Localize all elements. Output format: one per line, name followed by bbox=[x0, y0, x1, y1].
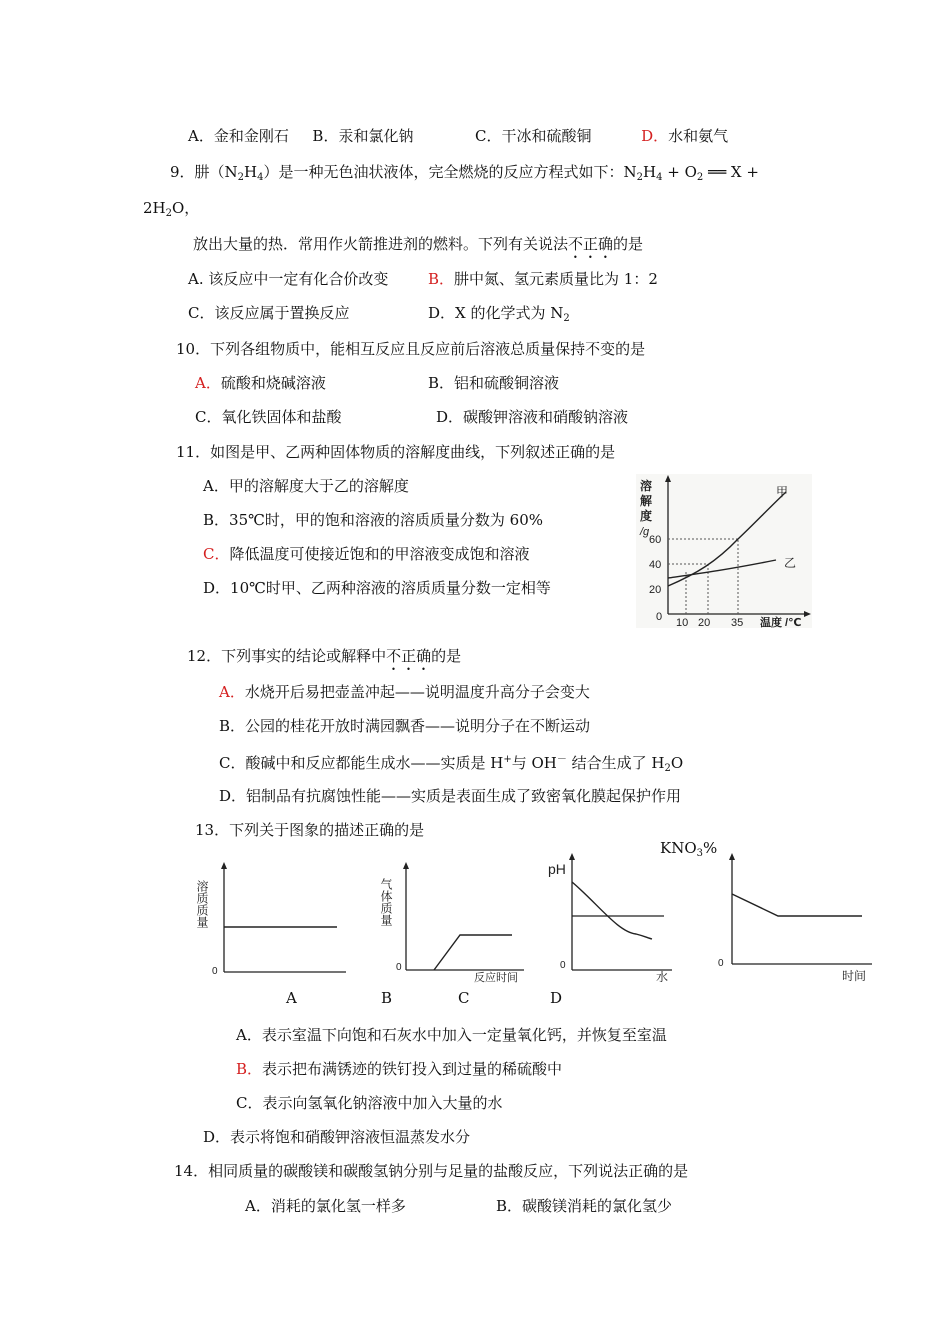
q12-option-b: B．公园的桂花开放时满园飘香——说明分子在不断运动 bbox=[219, 717, 591, 735]
q11-stem: 11．如图是甲、乙两种固体物质的溶解度曲线，下列叙述正确的是 bbox=[176, 443, 616, 461]
graph-a-y-label: 溶质质量 bbox=[195, 880, 209, 928]
q13-option-a: A．表示室温下向饱和石灰水中加入一定量氧化钙，并恢复至室温 bbox=[236, 1026, 667, 1044]
q13-option-c: C．表示向氢氧化钠溶液中加入大量的水 bbox=[236, 1094, 503, 1112]
graph-label-c: C bbox=[458, 989, 470, 1007]
y-tick-60: 60 bbox=[649, 534, 662, 546]
q11-option-d: D．10℃时甲、乙两种溶液的溶质质量分数一定相等 bbox=[203, 579, 551, 597]
graph-label-d: D bbox=[550, 989, 563, 1007]
graph-a-zero: 0 bbox=[212, 966, 218, 977]
graph-b-line bbox=[434, 935, 512, 970]
q9-option-c: C．该反应属于置换反应 bbox=[188, 304, 350, 322]
label-jia: 甲 bbox=[776, 485, 789, 499]
q12-stem: 12．下列事实的结论或解释中不正确的是 bbox=[187, 647, 462, 665]
q8-option-b: B．汞和氯化钠 bbox=[312, 127, 414, 145]
y-label-1: 溶 bbox=[640, 479, 653, 493]
q9-stem-line3: 放出大量的热．常用作火箭推进剂的燃料。下列有关说法不正确的是 bbox=[193, 235, 644, 253]
q11-option-a: A．甲的溶解度大于乙的溶解度 bbox=[203, 477, 409, 495]
graph-label-a: A bbox=[286, 989, 297, 1007]
q8-options bbox=[188, 126, 728, 146]
graph-c-x-label: 水 bbox=[656, 970, 669, 984]
q12-option-c: C．酸碱中和反应都能生成水——实质是 H+与 OH－ 结合生成了 $H_2O$ bbox=[219, 754, 684, 774]
graph-a-svg bbox=[195, 860, 350, 980]
graph-d bbox=[712, 852, 880, 982]
graph-a-arrow bbox=[221, 862, 227, 869]
q9-option-b: B．肼中氮、氢元素质量比为 1：2 bbox=[428, 270, 658, 288]
graph-c-svg bbox=[548, 852, 676, 982]
q14-option-b: B．碳酸镁消耗的氯化氢少 bbox=[496, 1197, 673, 1215]
graph-d-line bbox=[732, 894, 862, 916]
q10-option-d: D．碳酸钾溶液和硝酸钠溶液 bbox=[436, 408, 629, 426]
graph-c-curve bbox=[572, 882, 652, 939]
graph-d-svg bbox=[712, 852, 880, 982]
y-label-4: /g bbox=[640, 526, 650, 538]
graph-d-arrow bbox=[729, 853, 735, 860]
label-yi: 乙 bbox=[784, 556, 797, 570]
x-tick-10: 10 bbox=[676, 617, 689, 629]
q9-stem-line1: 9．肼$(N_2H_4)$是一种无色油状液体，完全燃烧的反应方程式如下：$N_2H_4 + O_2$ ══ X + bbox=[170, 163, 759, 183]
graph-b-arrow bbox=[403, 862, 409, 869]
q13-option-d: D．表示将饱和硝酸钾溶液恒温蒸发水分 bbox=[203, 1128, 471, 1146]
q9-stem-line2: $2H_2O$， bbox=[143, 199, 200, 219]
graph-b-x-label: 反应时间 bbox=[474, 972, 518, 984]
graph-b bbox=[379, 860, 532, 984]
y-tick-40: 40 bbox=[649, 559, 662, 571]
q10-option-b: B．铝和硫酸铜溶液 bbox=[428, 374, 560, 392]
graph-c-zero: 0 bbox=[560, 960, 566, 971]
graph-d-zero: 0 bbox=[718, 958, 724, 969]
q14-stem: 14．相同质量的碳酸镁和碳酸氢钠分别与足量的盐酸反应，下列说法正确的是 bbox=[174, 1162, 689, 1180]
solubility-chart-svg bbox=[636, 474, 812, 628]
graph-b-zero: 0 bbox=[396, 962, 402, 973]
q10-stem: 10．下列各组物质中，能相互反应且反应前后溶液总质量保持不变的是 bbox=[176, 340, 646, 358]
x-axis-label: 温度 /℃ bbox=[760, 617, 802, 629]
origin-label: 0 bbox=[656, 611, 663, 623]
q10-option-a: A．硫酸和烧碱溶液 bbox=[195, 374, 326, 392]
q11-option-b: B．35℃时，甲的饱和溶液的溶质质量分数为 60% bbox=[203, 511, 543, 529]
q8-option-d: D．水和氨气 bbox=[641, 127, 729, 145]
graph-c bbox=[548, 852, 676, 982]
x-tick-20: 20 bbox=[698, 617, 711, 629]
solubility-chart bbox=[636, 474, 812, 628]
q13-option-b: B．表示把布满锈迹的铁钉投入到过量的稀硫酸中 bbox=[236, 1060, 563, 1078]
q10-option-c: C．氧化铁固体和盐酸 bbox=[195, 408, 342, 426]
graph-c-arrow bbox=[569, 853, 575, 860]
graph-c-y-label: pH bbox=[548, 861, 566, 877]
q9-option-a: A. 该反应中一定有化合价改变 bbox=[188, 270, 389, 288]
graph-label-b: B bbox=[381, 989, 393, 1007]
graph-d-x-label: 时间 bbox=[842, 969, 867, 983]
graph-b-svg bbox=[379, 860, 532, 984]
kno3-label: $KNO_3\%$ bbox=[660, 839, 718, 859]
y-label-2: 解 bbox=[640, 494, 653, 508]
graph-a bbox=[195, 860, 350, 980]
q13-stem: 13．下列关于图象的描述正确的是 bbox=[195, 821, 425, 839]
q8-option-a: A．金和金刚石 bbox=[188, 127, 289, 145]
q8-option-c: C．干冰和硫酸铜 bbox=[475, 127, 592, 145]
q11-option-c: C．降低温度可使接近饱和的甲溶液变成饱和溶液 bbox=[203, 545, 530, 563]
graph-b-y-label: 气体质量 bbox=[379, 878, 393, 926]
q9-option-d: D．X 的化学式为 $N_2$ bbox=[428, 304, 570, 324]
x-tick-35: 35 bbox=[731, 617, 744, 629]
q14-option-a: A．消耗的氯化氢一样多 bbox=[245, 1197, 406, 1215]
q12-option-d: D．铝制品有抗腐蚀性能——实质是表面生成了致密氧化膜起保护作用 bbox=[219, 787, 682, 805]
y-label-3: 度 bbox=[640, 509, 653, 523]
q12-option-a: A．水烧开后易把壶盖冲起——说明温度升高分子会变大 bbox=[219, 683, 590, 701]
y-tick-20: 20 bbox=[649, 584, 662, 596]
